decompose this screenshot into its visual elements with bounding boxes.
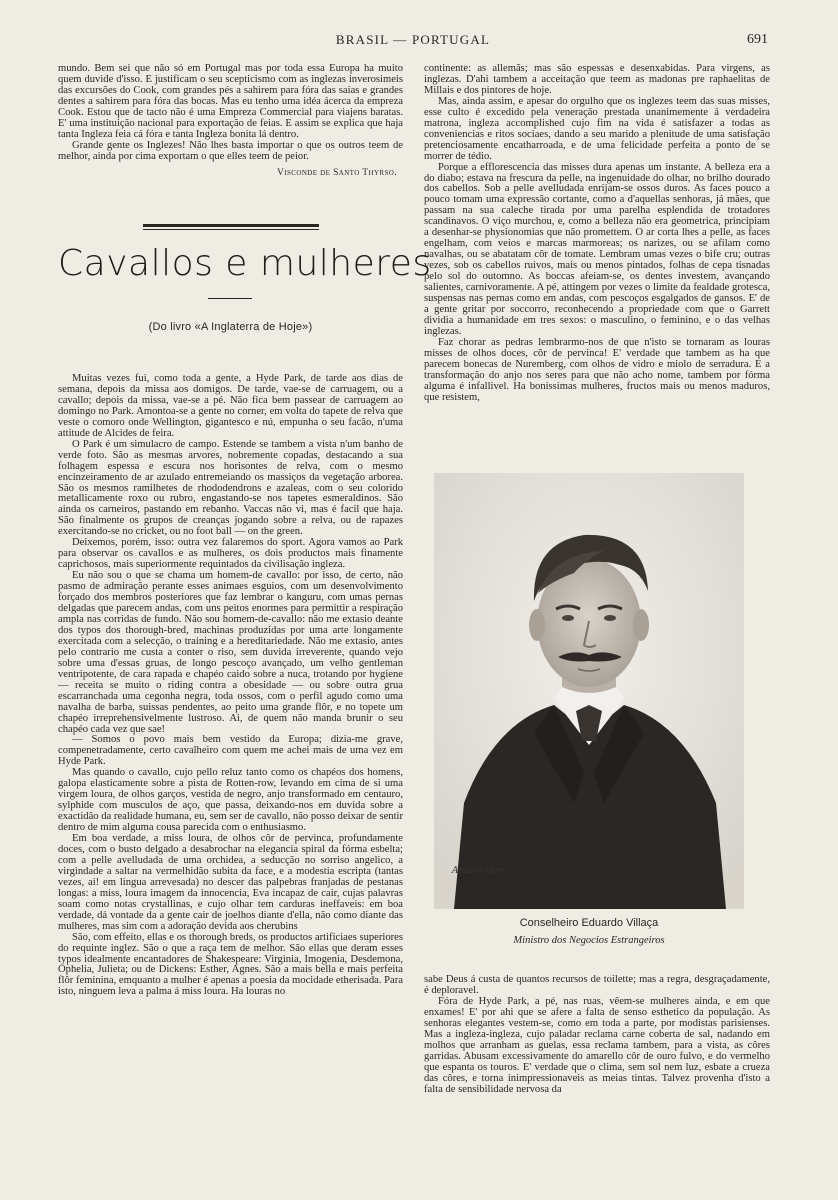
article-title: Cavallos e mulheres [58, 243, 432, 284]
author-signature: Visconde de Santo Thyrso. [277, 167, 397, 178]
page-header [58, 30, 768, 48]
article-left-column [58, 374, 403, 998]
article-paragraph: — Somos o povo mais bem vestido da Europa; dizia-me grave, compenetradamente, certo cavalheiro com quem me achei mais de uma vez em Hyde Park. [58, 734, 403, 768]
article-paragraph: sabe Deus á custa de quantos recursos de toilette; mas a regra, desgraçadamente, é deploravel. [424, 974, 770, 996]
portrait-photo [434, 473, 744, 909]
title-underline-rule [208, 298, 252, 299]
divider-rule-thin [143, 229, 319, 230]
article-right-lower-column [424, 975, 770, 1095]
portrait-illustration [434, 473, 744, 909]
article-paragraph: Porque a efflorescencia das misses dura apenas um instante. A belleza era a do diabo; estava na frescura da pelle, na ingenuidade do olhar, no brilho dourado dos cabellos. Sob a pelle avelludada enrijam-se ossos duros. As faces pouco a pouco tomam uma expressão cortante, como a d'aquellas senhoras, já mães, que passam na sua caleche tirada por uma parelha esplendida de trotadores scandinavos. O viço murchou, e, como a belleza não era geometrica, principiam a desenhar-se physionomias que não promettem. O ar corta lhes a pelle, as faces engelham, com veios e marcas marmoreas; os narizes, ou se afilam como navalhas, ou se abatatam côr de tomate. Lembram umas vezes o bife cru; outras vezes, sob os cabellos ruivos, mais ou menos pintados, folhas de cepa tisnadas pelo sol do outomno. As boccas afeiam-se, os dentes investem, avançando salientes, carnivoramente. A pé, attingem por vezes o limite da fealdade grotesca, suspensas nas pernas como em andas, com pescoços esgalgados de gansos. E' de a gente gritar por soccorro, reconhecendo a propriedade com que o Garrett dividia a humanidade em tres sexos: o masculino, o feminino, e o das velhas inglezas. [424, 161, 770, 337]
article-paragraph: Fóra de Hyde Park, a pé, nas ruas, vêem-se mulheres ainda, e em que enxames! E' por ahi que se afere a falta de senso esthetico da população. As senhoras elegantes vestem-se, como em toda a parte, por modistas parisienses. Mas a ingleza-ingleza, cujo paladar reclama carne coberta de sal, nadando em molhos que arranham as guelas, essa reclama tambem, para a vista, as côres garridas. Abusam excessivamente do amarello côr de ouro fulvo, e do vermelho que espanta os touros. E' verdade que o clima, sem sol nem luz, esbate a crueza das côres, e torna inimpressionaveis as meias tintas. Talvez provenha d'isto a falta de sensibilidade nervosa da [424, 995, 770, 1095]
article-paragraph: Muitas vezes fui, como toda a gente, a Hyde Park, de tarde aos dias de semana, depois da missa aos domigos. De tarde, vae-se de carruagem, ou a cavallo; depois da missa, vae-se a pé. Não fica bem passear de carruagem ao domingo no Park. Amontoa-se a gente no corner, em volta do tapete de relva que veste o comoro onde Wellington, gigantesco e nú, empunha o seu facão, n'uma attitude de Alcides de feira. [58, 373, 403, 439]
article-right-column [424, 64, 770, 404]
page-number: 691 [747, 32, 768, 47]
article-paragraph: São, com effeito, ellas e os thorough breds, os productos artificiaes superiores do requinte inglez. São o que a raça tem de melhor. São ellas que deram esses typos idealmente encantadores de Shakespeare: Virginia, Imogenia, Desdemona, Ophelia, Julieta; ou de Dickens: Esther, Agnes. São a mais bella e mais perfeita flôr feminina, emquanto a mulher é apenas a poesia da mocidade etherisada. Para isto, ninguem leva a palma á miss loura. Ha louras no [58, 931, 403, 998]
divider-rule-thick [143, 224, 319, 227]
article-paragraph: Deixemos, porém, isso: outra vez falaremos do sport. Agora vamos ao Park para observar os cavallos e as mulheres, os dois productos mais finamente caprichosos, mais superiormente requintados da civilisação ingleza. [58, 537, 403, 571]
article-paragraph: O Park é um simulacro de campo. Estende se tambem a vista n'um banho de verde foto. São as mesmas arvores, nobremente copadas, destacando a sua folhagem espessa e escura nos horisontes de relva, com o mesmo encinzeiramento de ar azulado entremeiando os massiços da vegetação arborea. São os mesmos ramilhetes de rhododendrons e azaleas, com o seu colorido metallicamente roxo ou rubro, engastando-se nos tapetes esmeraldinos. São ainda os carneiros, pastando em rebanho. Vaccas não vi, mas é facil que haja. São finalmente os grupos de creanças jogando sobre a relva, ou de rapazes exercitando-se no cricket, ou no foot ball — on the green. [58, 438, 403, 538]
portrait-caption-name: Conselheiro Eduardo Villaça [519, 917, 659, 929]
publication-title: BRASIL — PORTUGAL [335, 32, 491, 47]
intro-paragraph: Grande gente os Inglezes! Não lhes basta importar o que os outros teem de melhor, ainda por cima exportam o que elles teem de peior. [58, 139, 403, 162]
article-paragraph: Mas quando o cavallo, cujo pello reluz tanto como os chapéos dos homens, galopa elasticamente sobre a pista de Rotten-row, levando em cima de si uma virgem loura, de olhos garços, vestida de negro, anjo transformado em centauro, sylphide com musculos de aço, que passa, deixando-nos em duvida sobre a exactidão da realidade humana, eu, sem ser de cavallo, não posso deixar de sentir dentro de mim alguma cousa parecida com o enthusiasmo. [58, 767, 403, 834]
article-paragraph: Eu não sou o que se chama um homem-de cavallo: por isso, de certo, não pasmo de admiração perante esses animaes esguios, com um desenvolvimento forçado dos membros posteriores que faz lembrar o kanguru, com umas pernas delgadas que parecem andas, com uns peitos enormes para permittir a respiração ampla nas corridas de fundo. Não sou homem-de-cavallo: não me extasio deante dos typos dos thorough-bred, machinas produzidas por uma arte longamente exercitada com a selecção, o training e a hereditariedade. Não me extasio, antes pelo contrario me custa a conter o riso, sem duvida irreverente, quando vejo sobre uma d'essas gruas, de longo pescoço avançado, um velho gentleman ventripotente, de cara rapada e chapéo caido sobre a nuca, trotando por hygiene — receita se muito o riding contra a obesidade — ou sobre outra grua escarranchada uma cegonha negra, toda ossos, com o perfil agudo como uma navalha de barba, suissas pendentes, ao peito uma grande flôr, e no topete um chapéo irreprehensivelmente lustroso. Ai, de quem não manda brunir o seu chapéo cada vez que sae! [58, 570, 403, 735]
portrait-caption-role: Ministro dos Negocios Estrangeiros [513, 935, 665, 946]
article-paragraph: Faz chorar as pedras lembrarmo-nos de que n'isto se tornaram as louras misses de olhos doces, côr de pervinca! E' verdade que tambem as ha que parecem bonecas de Nuremberg, com olhos de vidro e miolo de serradura. E a transformação do anjo nos seres para que não acho nome, tambem por fórma alguma é infallivel. Ha bonissimas mulheres, fructos mais ou menos maduros, que resistem, [424, 336, 770, 403]
article-paragraph: continente: as allemãs; mas são espessas e desenxabidas. Para virgens, as inglezas. D'ahi tambem a acceitação que teem as madonas pre raphaelitas de Millais e dos pintores de hoje. [424, 63, 770, 96]
artist-signature: Amaro Gon [452, 866, 504, 876]
article-subtitle: (Do livro «A Inglaterra de Hoje») [148, 321, 313, 333]
intro-column [58, 64, 403, 179]
intro-paragraph: mundo. Bem sei que não só em Portugal mas por toda essa Europa ha muito quem duvide d'isso. E justificam o seu scepticismo com as inglezas inverosimeis das excursões do Cook, com grandes pés a sahirem para fóra das saias e grandes dentes a sahirem para fóra das bocas. Mas eu tenho uma idéa ácerca da empreza Cook. Estou que de tacto não é uma Empreza Commercial para viajens baratas. E' uma instituição nacional para exportação de feias. E assim se explica que haja tanta Ingleza feia cá fóra e tanta Ingleza bonita lá dentro. [58, 63, 403, 140]
article-paragraph: Em boa verdade, a miss loura, de olhos côr de pervinca, profundamente doces, com o busto delgado a desabrochar na elegancia spiral da fórma esbelta; com a pelle avelludada de uma orchidea, a seducção no sorriso angelico, a virgindade a saltar na vermelhidão subita da face, e a modestia escripta (tantas vezes, ai! em lingua arrevesada) no descer das palpebras franjadas de pestanas longas: a miss, loura imagem da innocencia, Eva incapaz de cair, cujas palavras soam como notas crystallinas, e cujo olhar tem carduras ineffaveis: em boa verdade, dá vontade da a gente cair de joelhos diante d'ella, não como diante das mulheres, mas sim com a adoração devida aos cherubins [58, 833, 403, 932]
article-paragraph: Mas, ainda assim, e apesar do orgulho que os inglezes teem das suas misses, esse culto é excedido pela veneração prestada unanimemente á verdadeira matrona, ingleza accomplished cujo fim na vida é satisfazer a todas as conveniencias e ritos sociaes, dando a seu marido a plenitude de uma satisfação pretenciosamente encatharroada, e de uma felicidade perfeita a ponto de se morrer de tédio. [424, 95, 770, 162]
